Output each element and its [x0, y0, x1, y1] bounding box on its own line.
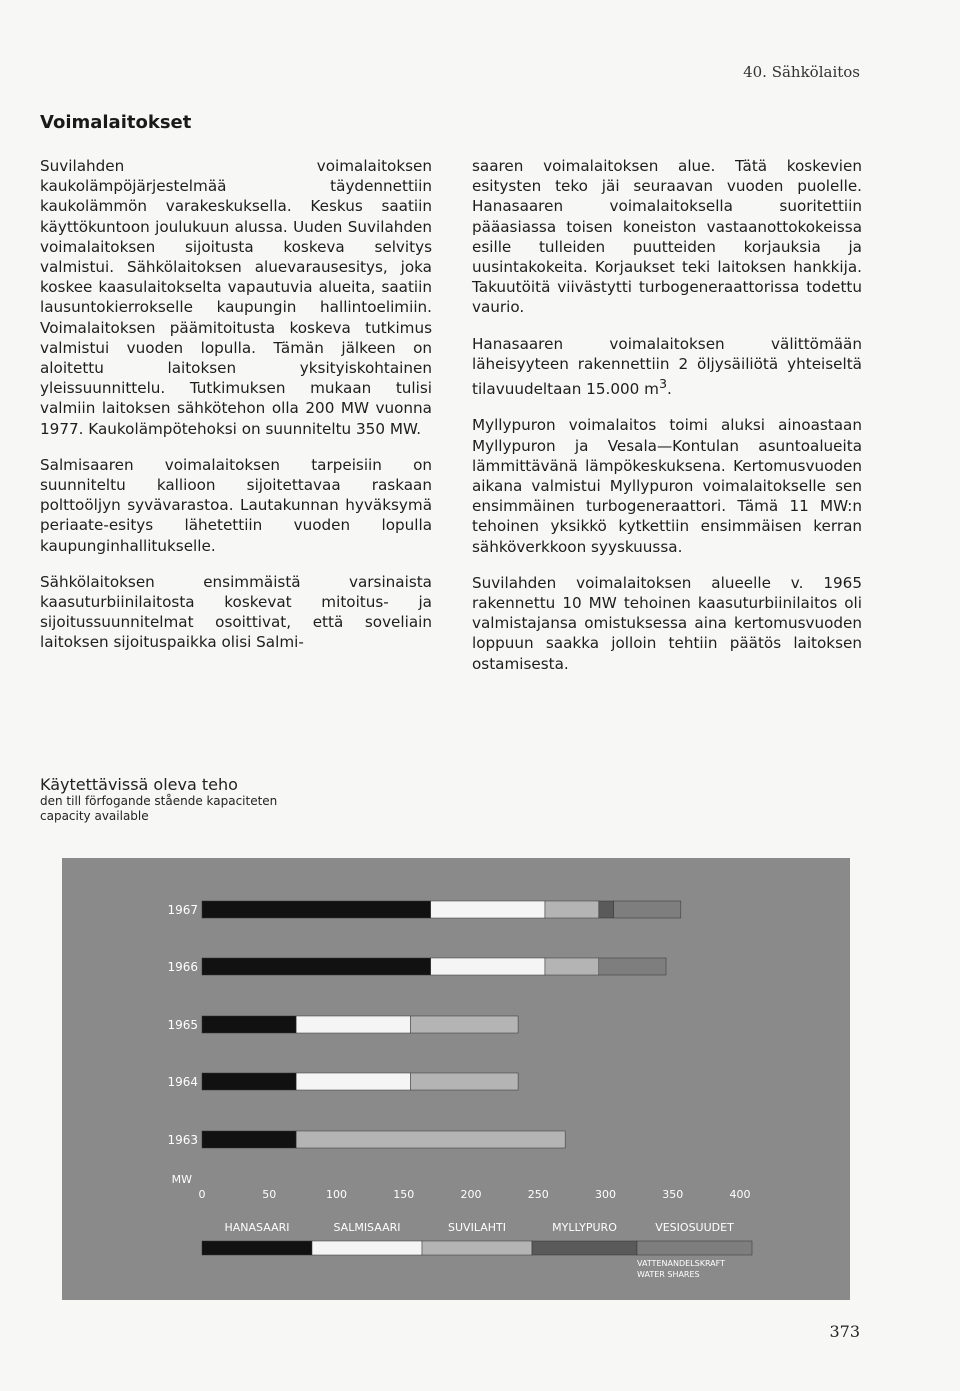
chart-title: Käytettävissä oleva teho: [40, 775, 238, 794]
bar-1966-salmisaari: [431, 958, 545, 975]
chart-caption: [40, 775, 277, 824]
bar-1965-salmisaari: [296, 1016, 410, 1033]
paragraph-salmisaari: Salmisaaren voimalaitoksen tarpeisiin on suunniteltu kallioon sijoitettavaa raskaan polttoöljyn syvävarastoa. Lautakunnan hyväksymä periaate-esitys lähetettiin vuoden lopulla kaupunginhallitukselle.: [40, 455, 432, 555]
legend-label-myllypuro: MYLLYPURO: [552, 1221, 617, 1234]
x-tick-250: 250: [527, 1188, 549, 1201]
x-tick-300: 300: [595, 1188, 616, 1201]
oil-tanks-text: Hanasaaren voimalaitoksen välittömään läheisyyteen rakennettiin 2 öljysäiliötä yhteiseltä tilavuudeltaan 15.000 m: [472, 334, 862, 399]
bar-1964-suvilahti: [410, 1073, 518, 1090]
legend-swatch-suvilahti: [422, 1241, 532, 1255]
right-column: [472, 156, 862, 690]
year-label-1966: 1966: [167, 960, 198, 974]
bar-1967-suvilahti: [545, 901, 599, 918]
bar-1964-salmisaari: [296, 1073, 410, 1090]
bar-1967-salmisaari: [431, 901, 545, 918]
capacity-chart: [62, 858, 850, 1300]
paragraph-suvilahti: Suvilahden voimalaitoksen kaukolämpöjärjestelmää täydennettiin kaukolämmön varakeskuksella. Keskus saatiin käyttökuntoon joulukuun alussa. Uuden Suvilahden voimalaitoksen sijoitusta koskeva selvitys valmistui. Sähkölaitoksen aluevarausesitys, joka koskee kaasulaitokselta vapautuvia alueita, saatiin lausuntokierrokselle kaupungin hallintoelimiin. Voimalaitoksen päämitoitusta koskeva tutkimus valmistui vuoden lopulla. Tämän jälkeen on aloitettu laitoksen yksityiskohtainen yleissuunnittelu. Tutkimuksen mukaan tulisi valmiin laitoksen sähkötehon olla 200 MW vuonna 1977. Kaukolämpötehoksi on suunniteltu 350 MW.: [40, 157, 432, 438]
legend-label-salmisaari: SALMISAARI: [333, 1221, 401, 1234]
bar-1967-vesiosuudet: [614, 901, 681, 918]
bar-1963-hanasaari: [202, 1131, 296, 1148]
year-label-1963: 1963: [167, 1133, 198, 1147]
paragraph-gas-turbine: Sähkölaitoksen ensimmäistä varsinaista kaasuturbiinilaitosta koskevat mitoitus- ja sijoitussuunnitelmat osoittivat, että soveliain laitoksen sijoituspaikka olisi Salmi-: [40, 572, 432, 652]
year-label-1964: 1964: [167, 1075, 198, 1089]
oil-tanks-superscript: 3: [658, 376, 667, 392]
page-number: 373: [829, 1322, 860, 1341]
bar-1966-hanasaari: [202, 958, 431, 975]
year-label-1967: 1967: [167, 903, 198, 917]
year-label-1965: 1965: [167, 1018, 198, 1032]
legend-swatch-hanasaari: [202, 1241, 312, 1255]
x-tick-0: 0: [198, 1188, 206, 1201]
legend-label-vesiosuudet: VESIOSUUDET: [655, 1221, 734, 1234]
legend-swatch-salmisaari: [312, 1241, 422, 1255]
bar-1966-vesiosuudet: [599, 958, 666, 975]
bar-1963-suvilahti: [296, 1131, 565, 1148]
bar-1965-suvilahti: [410, 1016, 518, 1033]
paragraph-suvilahti-gas-turbine: Suvilahden voimalaitoksen alueelle v. 1965 rakennettu 10 MW tehoinen kaasuturbiinilaitos oli valmistajansa omistuksessa aina kertomusvuoden loppuun saakka jolloin tehtiin päätös laitoksen ostamisesta.: [472, 573, 862, 673]
bar-1965-hanasaari: [202, 1016, 296, 1033]
x-tick-350: 350: [662, 1188, 684, 1201]
bar-1964-hanasaari: [202, 1073, 296, 1090]
legend-note-english: WATER SHARES: [637, 1270, 700, 1279]
capacity-chart-svg: [62, 858, 850, 1300]
x-tick-50: 50: [262, 1188, 277, 1201]
paragraph-oil-tanks: [472, 334, 862, 400]
x-tick-400: 400: [729, 1188, 751, 1201]
bar-1967-hanasaari: [202, 901, 431, 918]
left-column: [40, 156, 432, 669]
axis-label-mw: MW: [171, 1173, 192, 1186]
x-tick-100: 100: [326, 1188, 347, 1201]
chart-subtitle-swedish: den till förfogande stående kapaciteten: [40, 794, 278, 808]
x-tick-150: 150: [393, 1188, 415, 1201]
chart-subtitle-english: capacity available: [40, 809, 149, 823]
legend-swatch-myllypuro: [532, 1241, 637, 1255]
bar-1967-myllypuro: [599, 901, 614, 918]
paragraph-myllypuro: Myllypuron voimalaitos toimi aluksi ainoastaan Myllypuron ja Vesala—Kontulan asuntoalueita lämmittävänä lämpökeskuksena. Kertomusvuoden aikana valmistui Myllypuron voimalaitokselle sen ensimmäinen turbogeneraattori. Tämä 11 MW:n tehoinen yksikkö kytkettiin ensimmäisen kerran sähköverkkoon syyskuussa.: [472, 416, 862, 556]
legend-label-suvilahti: SUVILAHTI: [448, 1221, 506, 1234]
paragraph-hanasaari: saaren voimalaitoksen alue. Tätä koskevien esitysten teko jäi seuraavan vuoden puolelle. Hanasaaren voimalaitoksella suoritettiin pääasiassa toisen koneiston vastaanottokokeissa esille tulleiden puutteiden korjauksia ja uusintakokeita. Korjaukset teki laitoksen hankkija. Takuutöitä viivästytti turbogeneraattorissa todettu vaurio.: [472, 157, 862, 317]
x-tick-200: 200: [460, 1188, 482, 1201]
section-title: Voimalaitokset: [40, 112, 192, 133]
oil-tanks-period: .: [667, 380, 672, 399]
legend-swatch-vesiosuudet: [637, 1241, 752, 1255]
legend-label-hanasaari: HANASAARI: [224, 1221, 290, 1234]
legend-note-swedish: VATTENANDELSKRAFT: [637, 1259, 725, 1268]
bar-1966-suvilahti: [545, 958, 599, 975]
page-header-chapter: 40. Sähkölaitos: [743, 63, 860, 81]
